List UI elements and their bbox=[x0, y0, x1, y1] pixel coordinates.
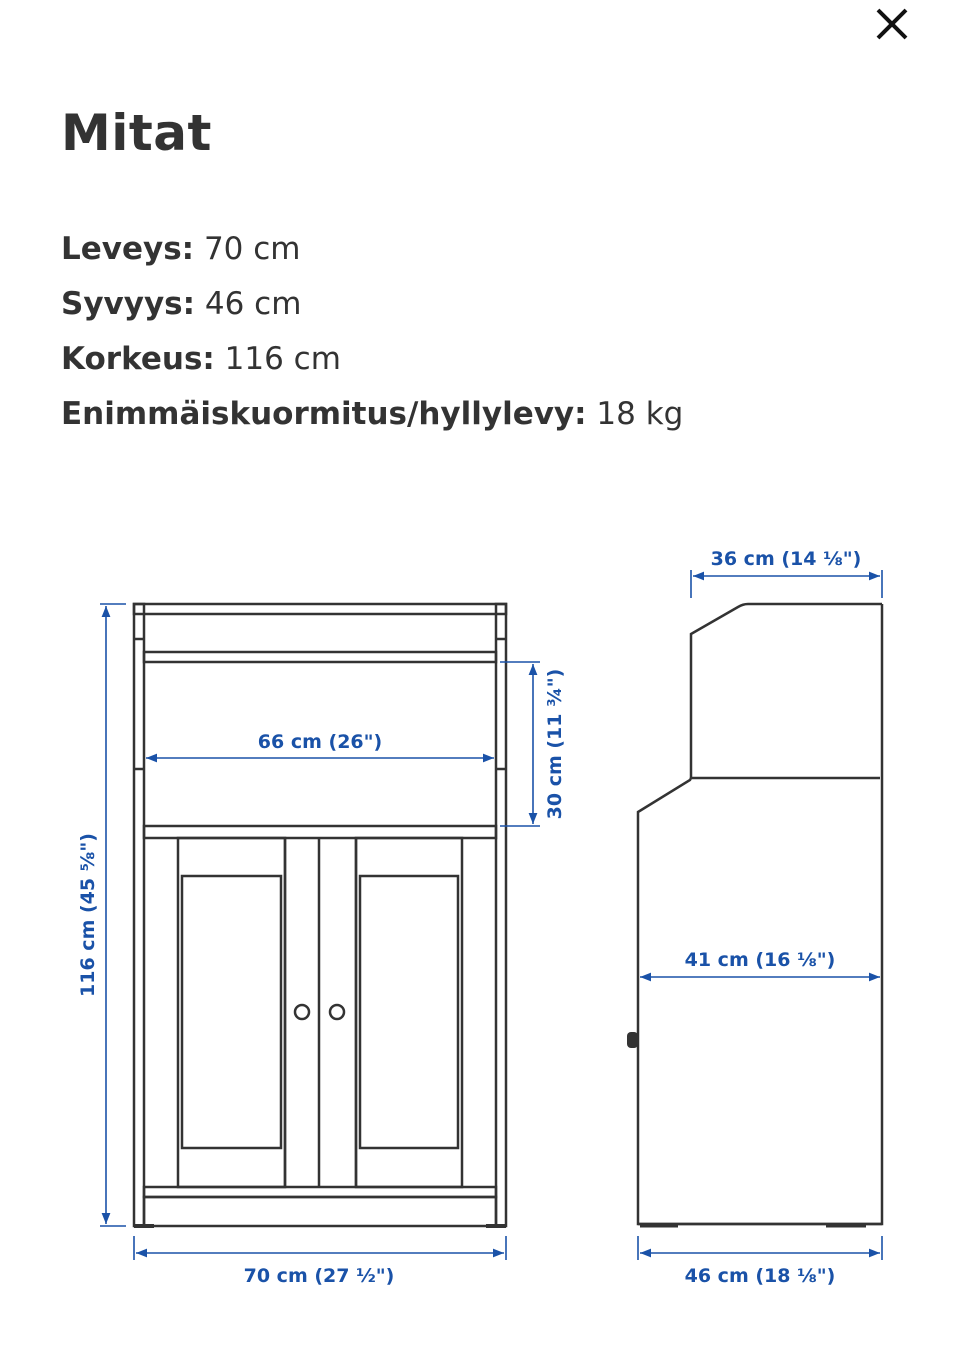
spec-value: 116 cm bbox=[224, 341, 341, 377]
front-height-label: 116 cm (45 ⅝") bbox=[77, 833, 99, 997]
front-view bbox=[134, 604, 506, 1226]
front-shelf-height-label: 30 cm (11 ¾") bbox=[544, 668, 566, 820]
side-top-depth-label: 36 cm (14 ⅛") bbox=[710, 548, 862, 570]
spec-value: 70 cm bbox=[203, 231, 301, 267]
spec-label: Leveys: bbox=[61, 231, 195, 267]
front-width-label: 70 cm (27 ½") bbox=[243, 1265, 395, 1287]
spec-value: 46 cm bbox=[204, 286, 302, 322]
spec-label: Enimmäiskuormitus/hyllylevy: bbox=[61, 396, 587, 432]
side-view bbox=[638, 604, 882, 1226]
spec-label: Korkeus: bbox=[61, 341, 215, 377]
side-depth-label: 46 cm (18 ⅛") bbox=[684, 1265, 836, 1287]
spec-label: Syvyys: bbox=[61, 286, 196, 322]
knob-right bbox=[330, 1005, 344, 1019]
side-mid-depth-label: 41 cm (16 ⅛") bbox=[684, 949, 836, 971]
page-title: Mitat bbox=[61, 104, 212, 162]
side-knob bbox=[627, 1032, 638, 1048]
spec-value: 18 kg bbox=[596, 396, 684, 432]
side-dimensions bbox=[638, 570, 882, 1260]
front-inner-width-label: 66 cm (26") bbox=[257, 731, 383, 753]
knob-left bbox=[295, 1005, 309, 1019]
